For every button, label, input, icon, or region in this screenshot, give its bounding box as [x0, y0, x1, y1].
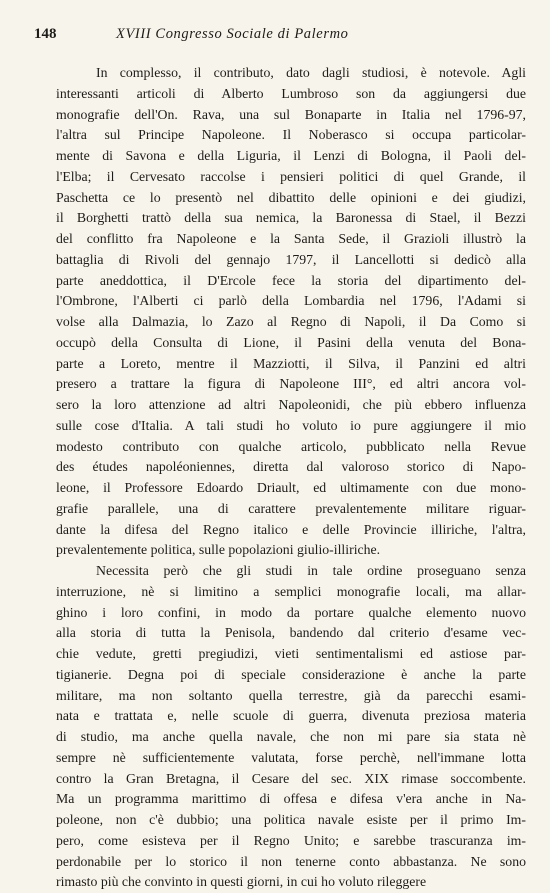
page-header: [34, 26, 534, 48]
text-line: presero a trattare la figura di Napoleone III°, ed altri ancora vol-: [56, 376, 526, 392]
text-line: prevalentemente politica, sulle popolazioni giulio-illiriche.: [56, 542, 381, 558]
text-line: di studio, ma anche quella navale, che non mi pare sia stata nè: [56, 729, 526, 744]
text-line: occupò della Consulta di Lione, il Pasini della venuta del Bona-: [56, 334, 526, 350]
text-line: mente di Savona e della Liguria, il Lenzi di Bologna, il Paoli del-: [56, 148, 526, 163]
text-line: leone, il Professore Edoardo Driault, ed ultimamente con due mono-: [56, 480, 526, 495]
text-line: rimasto più che convinto in questi giorni, in cui ho voluto rileggere: [56, 874, 427, 890]
text-line: dante la difesa del Regno italico e delle Provincie illiriche, l'altra,: [56, 521, 526, 537]
text-line: chie vedute, gretti pregiudizi, vieti sentimentalismi ed astiose par-: [56, 646, 526, 661]
paragraph-1: [56, 63, 526, 561]
text-line: poleone, non c'è dubbio; una politica navale esiste per il primo Im-: [56, 812, 526, 827]
text-line: Ma un programma marittimo di offesa e difesa v'era anche in Na-: [56, 791, 526, 807]
running-head: XVIII Congresso Sociale di Palermo: [116, 26, 349, 42]
text-line: sempre nè sufficientemente valutata, forse perchè, nell'immane lotta: [56, 749, 526, 765]
text-line: sero la loro attenzione ad altri Napoleonidi, che più ebbero influenza: [56, 397, 526, 412]
text-line: parte aneddottica, il D'Ercole fece la storia del dipartimento del-: [56, 272, 526, 288]
text-line: battaglia di Rivoli del gennajo 1797, il Lancellotti si dedicò alla: [56, 251, 526, 267]
text-line: perdonabile per lo storico il non tenerne conto abbastanza. Ne sono: [56, 853, 526, 869]
text-line: Necessita però che gli studi in tale ordine proseguano senza: [96, 563, 526, 578]
text-line: sulle cose d'Italia. A tali studi ho voluto io pure aggiungere il mio: [56, 417, 526, 433]
text-line: In complesso, il contributo, dato dagli studiosi, è notevole. Agli: [96, 65, 526, 80]
text-line: grafie parallele, una di carattere prevalentemente militare riguar-: [56, 500, 526, 516]
text-line: nata e trattata e, nelle scuole di guerra, divenuta preziosa materia: [56, 708, 526, 724]
body-text: [56, 63, 526, 893]
text-line: militare, ma non soltanto quella terrestre, già da parecchi esami-: [56, 687, 526, 703]
text-line: ghino i loro confini, in modo da portare qualche elemento nuovo: [56, 604, 526, 620]
text-line: l'altra sul Principe Napoleone. Il Noberasco si occupa particolar-: [56, 127, 526, 143]
text-line: des études napoléoniennes, diretta dal valoroso storico di Napo-: [56, 459, 526, 475]
text-line: monografie dell'On. Rava, una sul Bonaparte in Italia nel 1796-97,: [56, 106, 526, 122]
text-line: contro la Gran Bretagna, il Cesare del sec. XIX rimase soccombente.: [56, 770, 526, 786]
text-line: modesto contributo con qualche articolo, pubblicato nella Revue: [56, 438, 526, 454]
page-number: 148: [34, 26, 57, 42]
text-line: interruzione, nè si limitino a semplici monografie locali, ma allar-: [56, 583, 526, 599]
text-line: volse alla Dalmazia, lo Zazo al Regno di Napoli, il Da Como si: [56, 314, 526, 329]
text-line: del conflitto fra Napoleone e la Santa Sede, il Grazioli illustrò la: [56, 231, 526, 246]
text-line: il Borghetti trattò della sua nemica, la Baronessa di Stael, il Bezzi: [56, 210, 526, 226]
text-line: l'Ombrone, l'Alberti ci parlò della Lombardia nel 1796, l'Adami si: [56, 293, 526, 309]
text-line: tigianerie. Degna poi di speciale considerazione è anche la parte: [56, 666, 526, 682]
text-line: interessanti articoli di Alberto Lumbroso son da aggiungersi due: [56, 85, 526, 101]
text-line: parte a Loreto, mentre il Mazziotti, il Silva, il Panzini ed altri: [56, 355, 526, 371]
text-line: Paschetta ce lo presentò nel dibattito delle opinioni e dei giudizi,: [56, 189, 526, 205]
text-line: alla storia di tutta la Penisola, bandendo dal criterio d'esame vec-: [56, 625, 526, 641]
text-line: l'Elba; il Cervesato raccolse i pensieri politici di quel Grande, il: [56, 168, 526, 184]
text-line: pero, come esisteva per il Regno Unito; e sarebbe trascuranza im-: [56, 832, 526, 848]
paragraph-2: [56, 561, 526, 893]
